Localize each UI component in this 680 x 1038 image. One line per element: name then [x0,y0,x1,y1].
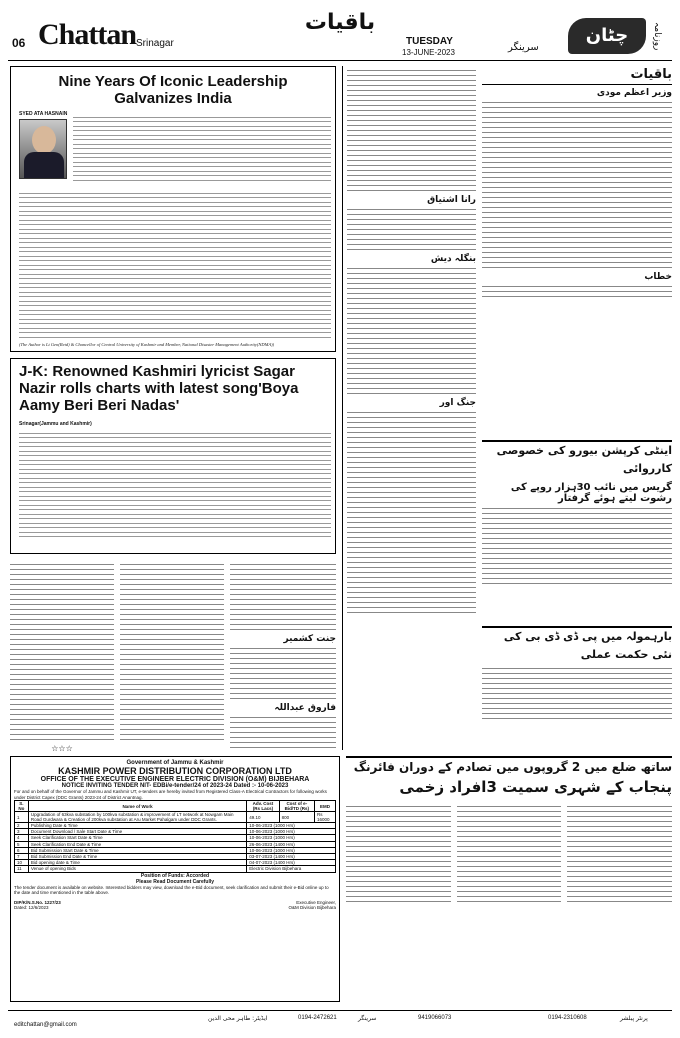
signatory-office: O&M Division Bijbehara [288,905,336,910]
tender-office: OFFICE OF THE EXECUTIVE ENGINEER ELECTRIC DIVISION (O&M) BIJBEHARA [40,776,310,783]
tender-notice [10,756,340,1002]
column-subhead: خطاب [644,272,672,282]
table-row: 1 Upgradation of 63kva substation by 100kva substation & improvement of LT network at Nowgam Main Road Gurdwara & Creation of 200kva substation at Aru Market Pahalgam under DDC Grants. 49.10 800 Rs 16000 [15,812,336,823]
article-body [19,429,331,541]
table-row: 3 Document Download / Sale Start Date & Time 10-06-2023 (1000 Hrs) [15,829,336,835]
read-carefully: Please Read Document Carefully [135,878,215,885]
article-lyricist [10,358,336,554]
brand-title: Chattan [38,18,137,51]
article-body-top [73,113,331,184]
article-body [19,189,331,341]
column-subhead: رانا اشتیاق [427,195,476,205]
urdu-middle-column [342,66,476,750]
footer-phone-2: 9419066073 [418,1015,452,1021]
tender-footnote: The tender document is available on website. Interested bidders may view, download the e-Bid document, seek clarification and submit their e-Bid online up to the date and time mentioned in the table above. [14,884,329,895]
end-stars: ☆☆☆ [51,744,73,753]
footer-editor: ایڈیٹر: طاہر محی الدین [208,1015,268,1022]
column-head: وزیر اعظم مودی [596,88,672,98]
urdu-baramulla-article [482,626,672,750]
article-headline: ساتھ ضلع میں 2 گروپوں میں تصادم کے دوران فائرنگ [353,760,672,774]
article-headline: J-K: Renowned Kashmiri lyricist Sagar Nazir rolls charts with latest song'Boya Aamy Beri Beri Nadas' [19,363,299,414]
byline: SYED ATA HASNAIN [19,111,68,117]
column-subhead: جنگ اور [439,398,476,408]
issue-date: 13-JUNE-2023 [402,48,455,57]
article-headline: بارہمولہ میں پی ڈی ڈی بی کی نئی حکمت عملی [503,630,672,661]
table-row: 7 Bid Submission End Date & Time 03-07-2023 (1400 Hrs) [15,853,336,859]
tender-nit: NOTICE INVITING TENDER NIT- EDBi/e-tender/24 of 2023-24 Dated :- 10-06-2023 [61,783,289,789]
article-headline: Nine Years Of Iconic Leadership Galvanizes India [58,73,288,107]
city-label: Srinagar [136,38,174,49]
urdu-column-2 [120,560,224,750]
urdu-right-column [482,66,672,434]
footer-phone-1: 0194-2472621 [298,1015,337,1021]
writer-name-2: فاروق عبداللہ [274,703,336,713]
page-footer [8,1010,672,1032]
section-title: باقیات [482,66,672,85]
article-subheadline: پنجاب کے شہری سمیت 3افراد زخمی [399,778,672,796]
newspaper-logo: چٹان [568,18,646,54]
urdu-column-3 [230,560,336,750]
dip-number: DIP/K/N.S.No. 1227/23 [14,899,61,905]
issue-day: TUESDAY [406,36,453,47]
page-number: 06 [12,36,26,50]
table-row: 5 Seek Clarification End Date & Time 26-06-2023 (1400 Hrs) [15,841,336,847]
table-row: 11 Venue of opening Bids Electric Division Bijbehara [15,866,336,872]
masthead-rule [8,60,672,61]
footer-city: سرینگر [358,1015,377,1022]
urdu-firing-article [346,756,672,1002]
author-note: (The Author is Lt Gen(Retd) & Chancellor of Central University of Kashmir and Member, National Disaster Management Authority(NDMA)) [19,341,275,347]
urdu-column-1 [10,560,114,753]
column-subhead: بنگلہ دیش [430,254,476,264]
urdu-city-label: سرینگر [508,42,539,53]
tender-table: S. No Name of Work Adv. Cost (Rs Lacs) Cost of e-Bid/TD (Rs) EMD 1 Upgradation of 63kva substation by 100kva substation & improvement of LT network at Nowgam Main Road Gurdwara & Creation of 200kva substation at Aru Market Pahalgam under DDC Grants. 49.10 800 Rs 16000 2 Publishing Date & Time 10-06-2023 (1000 Hrs) 3 Document Download / Sale Start Date & Time 10-06-2023 (1000 Hrs) 4 Seek Clarification Start Date & Time 10-06-2023 (1000 Hrs) 5 Seek Clarification End Date & Time 26-06-2023 (1400 Hrs) 6 Bid Submission Start Date & Time 10-06-2023 (1000 Hrs) 7 Bid Submission End Date & Time 03-07-2023 (1400 Hrs) 10 Bid opening date & Time 04-07-2023 (1400 Hrs) 11 Venue of opening Bids Electric Division Bijbehara [14,800,336,873]
table-row: 6 Bid Submission Start Date & Time 10-06-2023 (1000 Hrs) [15,847,336,853]
article-headline: اینٹی کرپشن بیورو کی خصوصی کارروائی [496,444,672,475]
tender-date: Dated: 12/6/2023 [14,905,49,910]
writer-name: جنت کشمیر [283,634,336,644]
tender-company: KASHMIR POWER DISTRIBUTION CORPORATION LTD [58,766,292,776]
table-row: 10 Bid opening date & Time 04-07-2023 (1400 Hrs) [15,860,336,866]
footer-phone-3: 0194-2310608 [548,1015,587,1021]
masthead [8,8,672,56]
funds-position: Position of Funds: Accorded [140,872,210,879]
footer-email: editchattan@gmail.com [14,1022,77,1028]
section-title: باقیات [304,10,376,35]
article-subheadline: گریس میں نائب 30ہزار روپے کی رشوت لیتے ہوئے گرفتار [510,482,672,504]
table-row: 4 Seek Clarification Start Date & Time 10-06-2023 (1000 Hrs) [15,835,336,841]
daily-label: روزنامہ [652,22,662,51]
signatory-title: Executive Engineer, [296,899,336,905]
article-leadership [10,66,336,352]
urdu-anticorruption-article [482,440,672,620]
tender-intro: For and on behalf of the Governor of Jammu and Kashmir UT, e-tenders are hereby invited from Registered Class-A Electrical Contractors for following works under District Capex (DDC Grants) 2023-24 of District Anantnag. [14,789,327,800]
tender-govt: Government of Jammu & Kashmir [126,760,224,766]
table-row: 2 Publishing Date & Time 10-06-2023 (1000 Hrs) [15,823,336,829]
footer-publisher: پرنٹر پبلشر [620,1015,648,1022]
author-photo [19,119,67,179]
dateline: Srinagar(Jammu and Kashmir) [19,421,92,427]
